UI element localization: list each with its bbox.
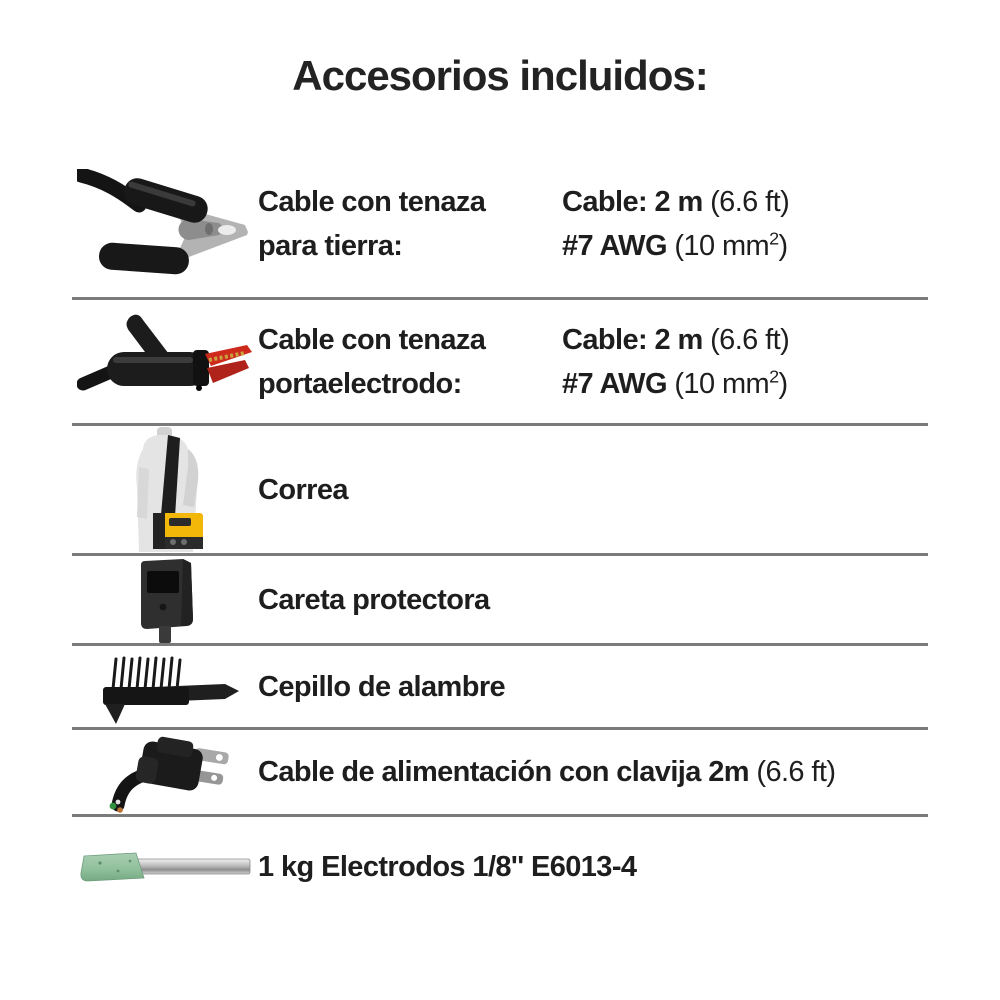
spec-wire-gauge: #7 AWG (10 $mm^2$): [562, 227, 788, 262]
item-label-line1: Cable con tenaza: [258, 185, 486, 218]
list-item-strap: [72, 426, 928, 556]
item-label: [258, 468, 928, 512]
item-label-line1: 1 kg Electrodos 1/8'' E6013-4: [258, 851, 637, 883]
item-label: [258, 318, 562, 406]
item-spec: [562, 180, 928, 268]
item-label: [258, 180, 562, 268]
ground-clamp-icon: [72, 169, 258, 279]
list-item-wire-brush: [72, 646, 928, 730]
welding-face-shield-graphic: [117, 557, 213, 643]
item-label-line1: Correa: [258, 473, 348, 506]
item-label-line1: Cable de alimentación con clavija 2m (6.6 ft): [258, 756, 836, 788]
spec-cable-length: Cable: 2 m (6.6 ft): [562, 185, 790, 218]
item-label-line2: portaelectrodo:: [258, 367, 462, 400]
item-label: [258, 578, 928, 622]
welding-face-shield-icon: [72, 557, 258, 643]
power-plug-graphic: [97, 731, 233, 813]
item-label-line2: para tierra:: [258, 229, 403, 262]
item-label: [258, 665, 928, 709]
item-label: [258, 845, 928, 889]
spec-cable-length: Cable: 2 m (6.6 ft): [562, 323, 790, 356]
wire-brush-icon: [72, 649, 258, 725]
list-item-power-cord: [72, 730, 928, 817]
shoulder-strap-graphic: [109, 427, 221, 553]
list-item-face-shield: [72, 556, 928, 646]
item-spec: [562, 318, 928, 406]
list-item-electrode-holder-cable: [72, 300, 928, 426]
electrode-holder-icon: [72, 308, 258, 416]
item-label-line1: Cepillo de alambre: [258, 670, 506, 703]
power-plug-icon: [72, 731, 258, 813]
item-label-line1: Cable con tenaza: [258, 323, 486, 356]
welding-electrode-icon: [72, 849, 258, 885]
spec-wire-gauge: #7 AWG (10 $mm^2$): [562, 365, 788, 400]
electrode-holder-graphic: [77, 308, 253, 416]
welding-electrode-graphic: [78, 849, 256, 885]
list-item-electrodes: [72, 817, 928, 917]
wire-brush-graphic: [87, 649, 243, 725]
item-label: [258, 750, 928, 794]
shoulder-strap-icon: [72, 427, 258, 553]
item-label-line1: Careta protectora: [258, 583, 490, 616]
ground-clamp-graphic: [77, 169, 253, 279]
list-item-ground-clamp-cable: [72, 150, 928, 300]
accessories-list: [72, 150, 928, 917]
page-title: Accesorios incluidos:: [292, 52, 708, 99]
